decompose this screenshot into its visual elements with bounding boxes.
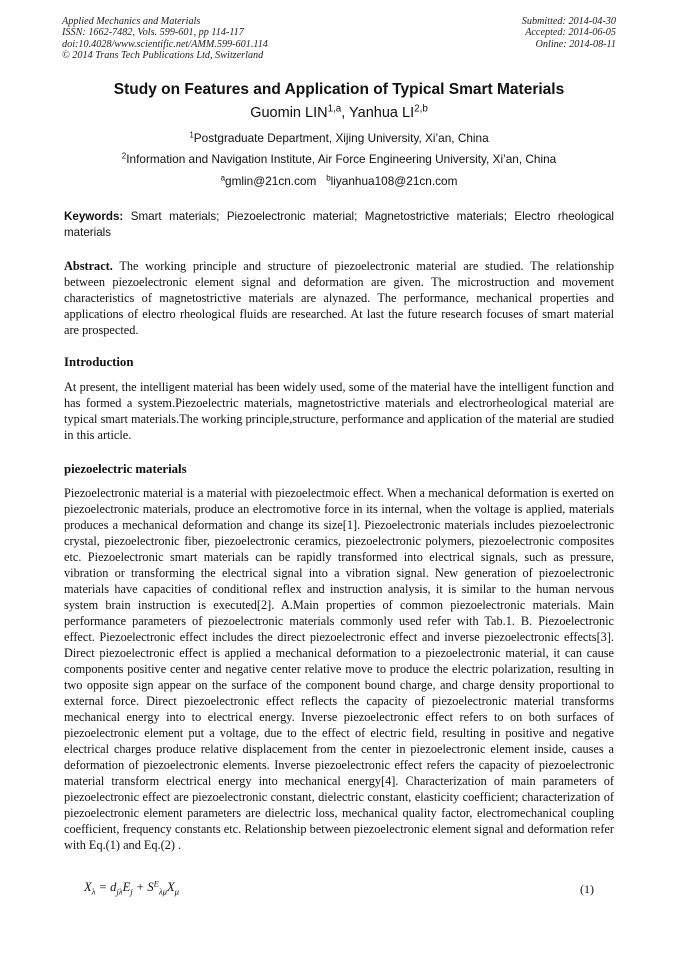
accepted-date: Accepted: 2014-06-05: [525, 27, 616, 39]
author-1-affil-mark: 1,a: [327, 103, 342, 115]
affiliation-1-text: Postgraduate Department, Xijing University, Xi’an, China: [193, 131, 489, 145]
piezoelectric-text: Piezoelectronic material is a material with piezoelectmoic effect. When a mechanical deformation is exerted on piezoelectronic materials, produce an electromotive force in its internal, when the voltage is applied, materials produces a mechanical deformation and change its size[1]. Piezoelectronic materials includes piezoelectronic crystal, piezoelectronic fiber, piezoelectronic ceramics, piezoelectronic polymers, piezoelectronic composites etc. Piezoelectronic smart materials can be rapidly transformed into electrical signals, such as pressure, vibration or transforming the electrical signal into a vibration signal. New generation of piezoelectronic materials have capacities of conditional reflex and instruction analysis, it is similar to the human nervous system brain instruction is executed[2]. A.Main properties of common piezoelectronic materials. Main performance parameters of piezoelectronic materials commonly used refer with Tab.1. B. Piezoelectronic effect. Piezoelectronic effect includes the direct piezoelectronic effect and inverse piezoelectronic effects[3]. Direct piezoelectronic effect is applied a mechanical deformation to a piezoelectronic material, it can cause components positive center and negative center relative move to produce the electric polarization, resulting in two opposite sign appear on the surface of the component bound charge, and charge density proportional to external force. Direct piezoelectronic effect reflects the capacity of piezoelectronic material transforms mechanical energy into to electrical energy. Inverse piezoelectronic effect refers to on both surfaces of piezoelectronic element put a voltage, due to the effect of electric field, resulting in positive and negative electrical charges produce relative displacement from the center in piezoelectronic element inside, causes a deformation of piezoelectronic elements. Inverse piezoelectronic effect refers the capacity of piezoelectronic material transform electrical energy into mechanical energy[4]. Characterization of main parameters of piezoelectronic effect are piezoelectronic constant, dielectric constant, elasticity coefficient; characterization of piezoelectronic element parameters are dielectric loss, mechanical quality factor, electromechanical coupling coefficient, frequency constants etc. Relationship between piezoelectronic element signal and deformation refer with Eq.(1) and Eq.(2) .: [64, 486, 614, 852]
author-2: , Yanhua LI: [341, 105, 415, 121]
submitted-date: Submitted: 2014-04-30: [521, 16, 616, 27]
author-2-affil-mark: 2,b: [414, 103, 428, 115]
keywords-label: Keywords:: [64, 210, 124, 223]
affiliation-1-mark: 1: [189, 130, 194, 140]
introduction-heading: Introduction: [64, 355, 134, 369]
affiliation-2: [0, 152, 678, 166]
keywords-text: Smart materials; Piezoelectronic material; Magnetostrictive materials; Electro rheological materials: [64, 210, 614, 239]
affiliation-1: [0, 131, 678, 145]
email-a: gmlin@21cn.com: [225, 174, 317, 188]
abstract-text: The working principle and structure of piezoelectronic material are studied. The relationship between piezoelectronic element signal and deformation are given. The microstruction and movement characteristics of magnetostrictive materials are alynazed. The performance, mechanical properties and applications of electro rheological fluids are researched. At last the future research focuses of smart material are prospected.: [64, 259, 614, 337]
email-a-mark: a: [220, 173, 226, 183]
email-b-mark: b: [326, 173, 331, 183]
introduction-text: At present, the intelligent material has been widely used, some of the material have the intelligent function and has formed a system.Piezoelectric materials, magnetostrictive materials and electrorheological material are typical smart materials.The working principle,structure, performance and application of the material are studied in this article.: [64, 380, 614, 442]
paper-title: Study on Features and Application of Typical Smart Materials: [113, 81, 565, 98]
journal-header: [62, 16, 268, 61]
affiliation-2-text: Information and Navigation Institute, Air Force Engineering University, Xi’an, China: [126, 152, 557, 166]
keywords: [64, 209, 614, 240]
dates-header: [522, 16, 616, 50]
email-b: liyanhua108@21cn.com: [330, 174, 458, 188]
piezoelectric-heading: piezoelectric materials: [64, 462, 187, 476]
affiliation-2-mark: 2: [121, 151, 127, 161]
equation-1-number: (1): [580, 882, 594, 896]
author-1: Guomin LIN: [250, 105, 328, 121]
abstract-label: Abstract.: [64, 259, 113, 273]
issn-line: ISSN: 1662-7482, Vols. 599-601, pp 114-117: [62, 27, 244, 39]
doi-line: doi:10.4028/www.scientific.net/AMM.599-601.114: [62, 38, 268, 50]
online-date: Online: 2014-08-11: [535, 38, 616, 50]
journal-name: Applied Mechanics and Materials: [62, 16, 201, 27]
copyright-line: © 2014 Trans Tech Publications Ltd, Switzerland: [62, 49, 264, 61]
equation-1: $X_\lambda = d_{j\lambda}E_j + S^E_{\lambda\mu}X_\mu$: [84, 878, 180, 897]
email-line: [0, 174, 678, 188]
author-line: [0, 105, 678, 121]
abstract: [64, 258, 614, 338]
